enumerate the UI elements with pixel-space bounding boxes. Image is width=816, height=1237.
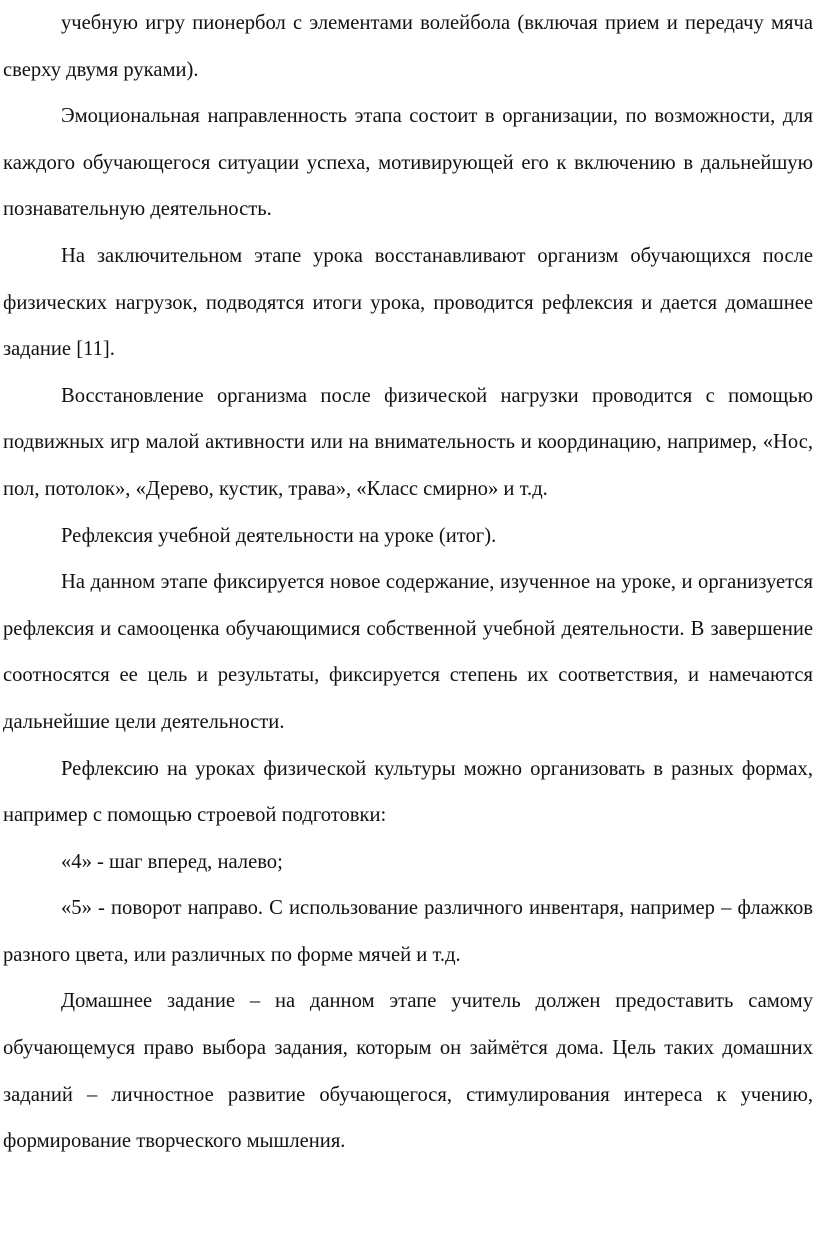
paragraph-reflection-stage: На данном этапе фиксируется новое содержание, изученное на уроке, и организуется рефлексия и самооценка обучающимися собственной учебной деятельности. В завершение соотносятся ее цель и результаты, фиксируется степень их соответствия, и намечаются дальнейшие цели деятельности. [3, 571, 813, 733]
paragraph-homework: Домашнее задание – на данном этапе учитель должен предоставить самому обучающемуся право выбора задания, которым он займётся дома. Цель таких домашних заданий – личностное развитие обучающегося, стимулирования интереса к учению, формирование творческого мышления. [3, 990, 813, 1153]
paragraph-reflection-forms: Рефлексию на уроках физической культуры можно организовать в разных формах, например с помощью строевой подготовки: [3, 757, 813, 827]
paragraph-reflection-heading: Рефлексия учебной деятельности на уроке (итог). [61, 524, 497, 547]
paragraph-item-4: «4» - шаг вперед, налево; [61, 850, 283, 873]
paragraph-recovery: Восстановление организма после физической нагрузки проводится с помощью подвижных игр малой активности или на внимательность и координацию, например, «Нос, пол, потолок», «Дерево, кустик, трава», «Класс смирно» и т.д. [3, 384, 813, 500]
paragraph-pioneerball-continuation: учебную игру пионербол с элементами волейбола (включая прием и передачу мяча сверху двумя руками). [3, 12, 813, 81]
paragraph-item-5: «5» - поворот направо. С использование различного инвентаря, например – флажков разного цвета, или различных по форме мячей и т.д. [3, 897, 813, 966]
paragraph-final-stage: На заключительном этапе урока восстанавливают организм обучающихся после физических нагрузок, подводятся итоги урока, проводится рефлексия и дается домашнее задание [11]. [3, 244, 813, 361]
paragraph-emotional-direction: Эмоциональная направленность этапа состоит в организации, по возможности, для каждого обучающегося ситуации успеха, мотивирующей его к включению в дальнейшую познавательную деятельность. [3, 105, 813, 221]
